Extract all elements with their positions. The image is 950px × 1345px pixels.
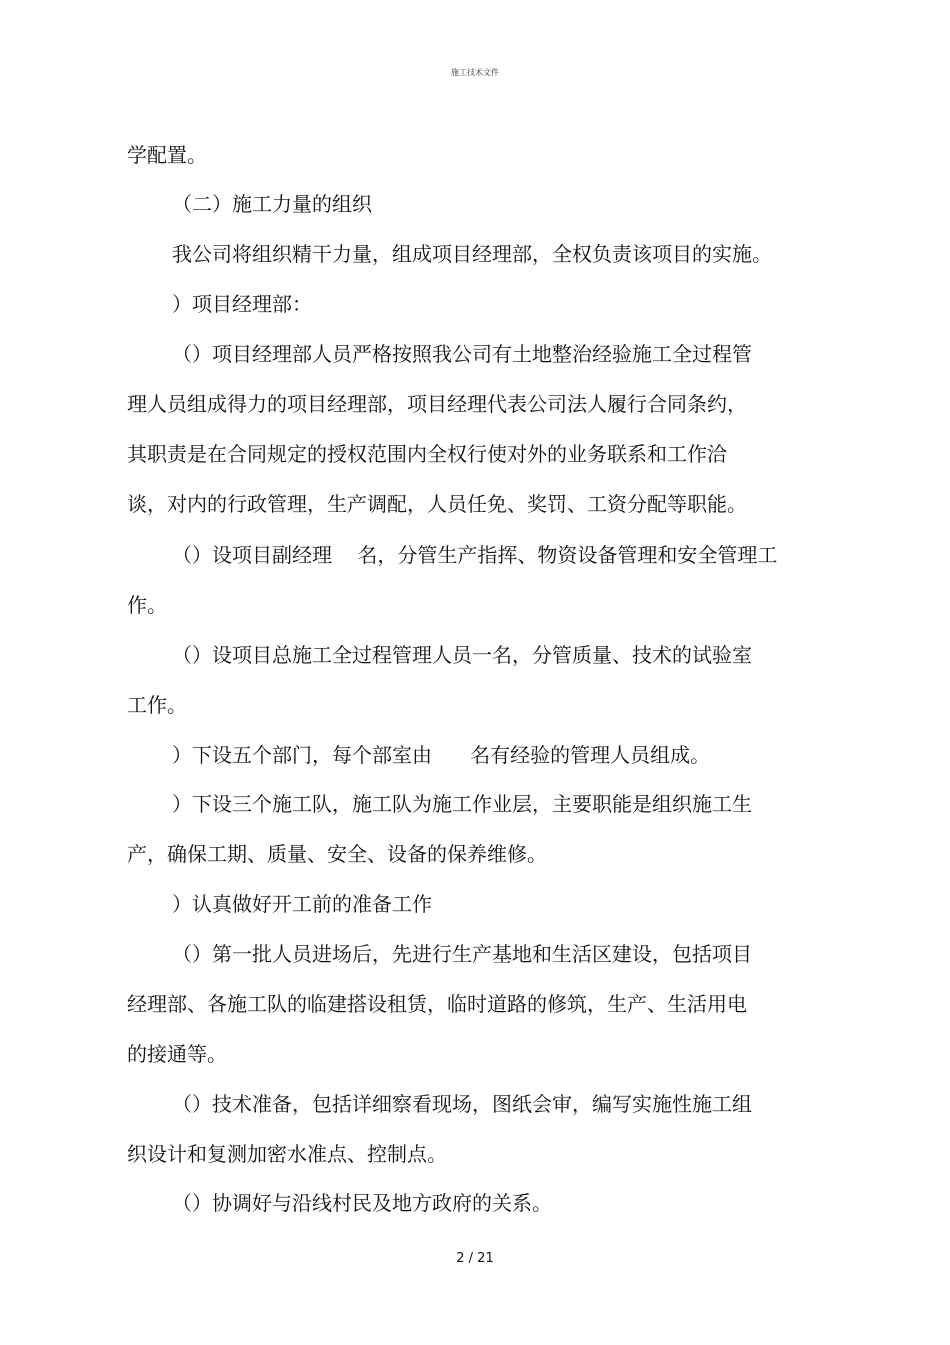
list-item-heading: ）项目经理部： — [172, 292, 312, 316]
page-number: 2 / 21 — [456, 1251, 494, 1266]
paragraph-line: 产，确保工期、质量、安全、设备的保养维修。 — [127, 842, 547, 866]
paragraph-line: 其职责是在合同规定的授权范围内全权行使对外的业务联系和工作洽 — [127, 442, 727, 466]
paragraph-line: 学配置。 — [127, 143, 207, 167]
list-item-heading: ）下设三个施工队，施工队为施工作业层，主要职能是组织施工生 — [172, 792, 752, 816]
paragraph-line: 理人员组成得力的项目经理部，项目经理代表公司法人履行合同条约， — [127, 392, 747, 416]
paragraph-line: （）第一批人员进场后，先进行生产基地和生活区建设，包括项目 — [172, 942, 752, 966]
paragraph-line: （）协调好与沿线村民及地方政府的关系。 — [172, 1191, 552, 1215]
paragraph-line: （）项目经理部人员严格按照我公司有土地整治经验施工全过程管 — [172, 342, 752, 366]
list-item-heading: ）认真做好开工前的准备工作 — [172, 892, 432, 916]
paragraph-line: 工作。 — [127, 693, 187, 717]
paragraph-line: 织设计和复测加密水准点、控制点。 — [127, 1142, 447, 1166]
paragraph-line: 作。 — [127, 593, 167, 617]
paragraph-line: 的接通等。 — [127, 1042, 227, 1066]
paragraph-line: 我公司将组织精干力量，组成项目经理部，全权负责该项目的实施。 — [172, 242, 772, 266]
page-header: 施工技术文件 — [451, 68, 499, 77]
paragraph-line: 谈，对内的行政管理，生产调配，人员任免、奖罚、工资分配等职能。 — [127, 492, 747, 516]
section-heading: （二）施工力量的组织 — [172, 192, 372, 216]
list-item-heading: ）下设五个部门，每个部室由 名有经验的管理人员组成。 — [172, 743, 711, 767]
paragraph-line: （）技术准备，包括详细察看现场，图纸会审，编写实施性施工组 — [172, 1092, 752, 1116]
paragraph-line: （）设项目副经理 名，分管生产指挥、物资设备管理和安全管理工 — [172, 543, 778, 567]
paragraph-line: （）设项目总施工全过程管理人员一名，分管质量、技术的试验室 — [172, 643, 752, 667]
paragraph-line: 经理部、各施工队的临建搭设租赁，临时道路的修筑，生产、生活用电 — [127, 992, 747, 1016]
